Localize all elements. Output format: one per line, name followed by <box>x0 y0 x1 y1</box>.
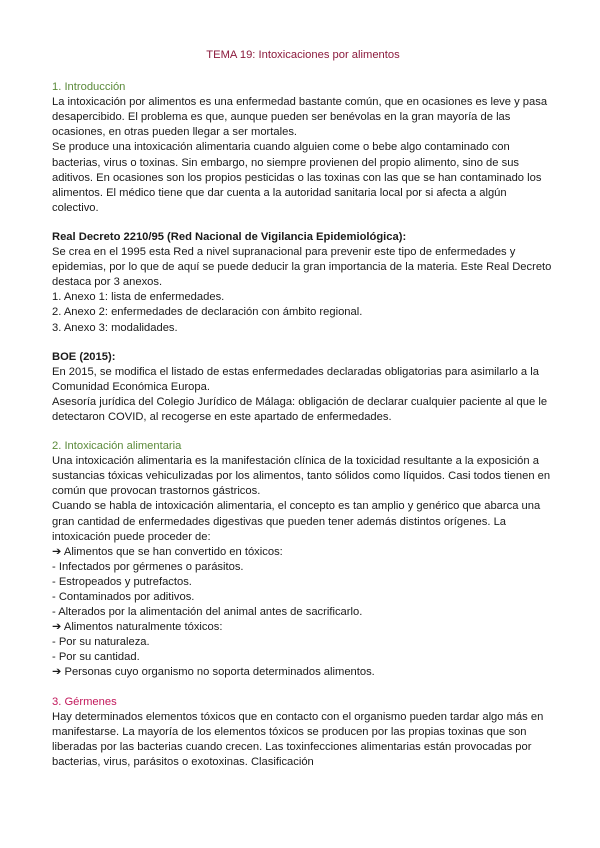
boe-paragraph-2: Asesoría jurídica del Colegio Jurídico de Málaga: obligación de declarar cualquier paciente al que le detectaron COVID, al recogerse en este apartado de enfermedades. <box>52 395 548 423</box>
list-item: ➔ Alimentos naturalmente tóxicos: <box>52 621 223 634</box>
list-item: - Contaminados por aditivos. <box>52 591 195 603</box>
section-germenes <box>52 695 554 770</box>
real-decreto-paragraph: Se crea en el 1995 esta Red a nivel supranacional para prevenir este tipo de enfermedades y epidemias, por lo que de aquí se puede deducir la gran importancia de la materia. Este Real Decreto destaca por 3 anexos. <box>52 246 552 289</box>
list-item: ➔ Personas cuyo organismo no soporta determinados alimentos. <box>52 666 375 679</box>
intro-paragraph-2: Se produce una intoxicación alimentaria cuando alguien come o bebe algo contaminado con bacterias, virus o toxinas. Sin embargo, no siempre provienen del propio alimento, sino de sus aditivos. En ocasiones son los propios pesticidas o las toxinas con las que se han contaminado los alimentos. El médico tiene que dar cuenta a la autoridad sanitaria local por si afecta a algún colectivo. <box>52 141 542 214</box>
boe-heading: BOE (2015): <box>52 350 116 363</box>
list-item: ➔ Alimentos que se han convertido en tóxicos: <box>52 545 283 558</box>
document-title: TEMA 19: Intoxicaciones por alimentos <box>206 49 400 61</box>
list-item: 2. Anexo 2: enfermedades de declaración con ámbito regional. <box>52 306 363 319</box>
list-item: - Infectados por gérmenes o parásitos. <box>52 560 244 573</box>
intoxicacion-paragraph-1: Una intoxicación alimentaria es la manifestación clínica de la toxicidad resultante a la exposición a sustancias tóxicas vehiculizadas por los alimentos, tanto sólidos como líquidos. Casi todos tienen en común que provocan trastornos gástricos. <box>52 455 551 498</box>
germenes-paragraph: Hay determinados elementos tóxicos que en contacto con el organismo pueden tardar algo más en manifestarse. La mayoría de los elementos tóxicos se producen por las propias toxinas que son liberadas por las bacterias cuando crecen. Las toxinfecciones alimentarias están provocadas por bacterias, virus, parásitos o exotoxinas. Clasificación <box>52 710 544 768</box>
section-intoxicacion-alimentaria <box>52 439 554 681</box>
section-heading-germenes: 3. Gérmenes <box>52 695 117 708</box>
intro-paragraph-1: La intoxicación por alimentos es una enfermedad bastante común, que en ocasiones es leve y pasa desapercibido. El problema es que, aunque pueden ser benévolas en la gran mayoría de las ocasiones, en otras pueden llegar a ser mortales. <box>52 96 548 139</box>
real-decreto-heading: Real Decreto 2210/95 (Red Nacional de Vigilancia Epidemiológica): <box>52 230 407 243</box>
intoxicacion-paragraph-2: Cuando se habla de intoxicación alimentaria, el concepto es tan amplio y genérico que abarca una gran cantidad de enfermedades digestivas que pueden tener además distintos orígenes. La intoxicación puede proceder de: <box>52 500 541 543</box>
section-boe <box>52 350 554 425</box>
section-heading-intoxicacion: 2. Intoxicación alimentaria <box>52 440 182 453</box>
list-item: - Estropeados y putrefactos. <box>52 575 192 588</box>
list-item: - Alterados por la alimentación del animal antes de sacrificarlo. <box>52 606 363 619</box>
list-item: 1. Anexo 1: lista de enfermedades. <box>52 291 225 304</box>
boe-paragraph-1: En 2015, se modifica el listado de estas enfermedades declaradas obligatorias para asimilarlo a la Comunidad Económica Europa. <box>52 365 539 393</box>
section-heading-introduccion: 1. Introducción <box>52 81 126 94</box>
section-real-decreto <box>52 230 554 336</box>
section-introduccion <box>52 80 554 216</box>
list-item: - Por su naturaleza. <box>52 636 150 649</box>
list-item: 3. Anexo 3: modalidades. <box>52 321 178 334</box>
list-item: - Por su cantidad. <box>52 651 140 664</box>
